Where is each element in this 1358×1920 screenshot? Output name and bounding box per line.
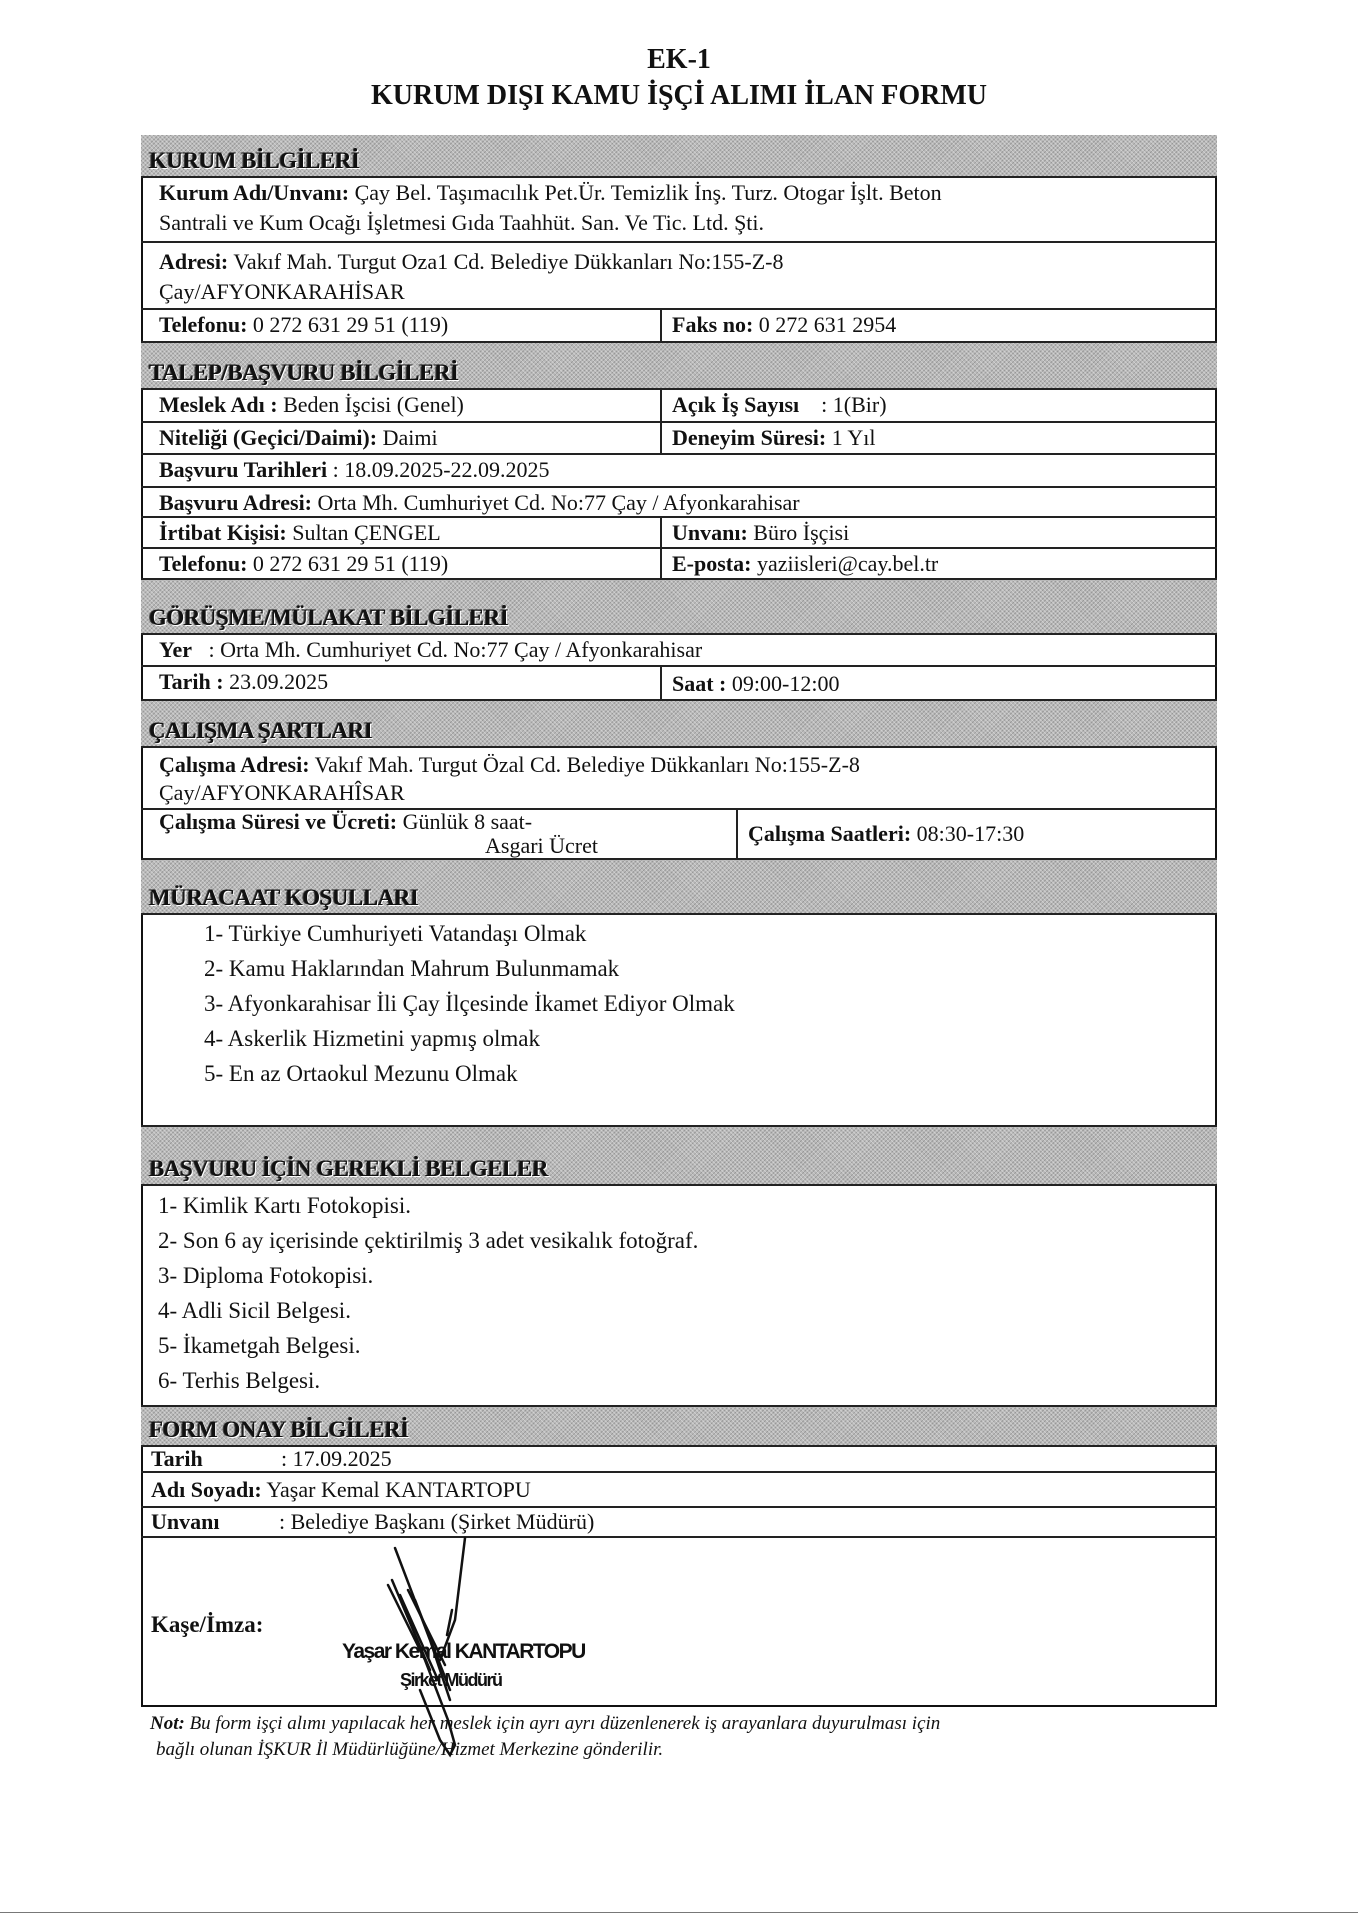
label: Telefonu: (159, 312, 248, 337)
label: Açık İş Sayısı (672, 392, 800, 417)
section-gorusme: GÖRÜŞME/MÜLAKAT BİLGİLERİ (141, 580, 1217, 635)
label: İrtibat Kişisi: (159, 520, 287, 545)
label: Faks no: (672, 312, 754, 337)
value: Beden İşcisi (Genel) (283, 392, 464, 417)
value: 0 272 631 29 51 (119) (252, 551, 449, 576)
label: Adresi: (159, 249, 229, 274)
section-belgeler: BAŞVURU İÇİN GEREKLİ BELGELER (141, 1127, 1217, 1186)
value: : 17.09.2025 (281, 1446, 392, 1471)
value: : Belediye Başkanı (Şirket Müdürü) (279, 1509, 595, 1534)
value: Yaşar Kemal KANTARTOPU (266, 1477, 531, 1502)
note-label: Not: (150, 1713, 185, 1734)
annex-label: EK-1 (647, 44, 711, 75)
label: Saat : (672, 671, 727, 696)
label: Çalışma Saatleri: (748, 821, 912, 846)
list-item: 5- İkametgah Belgesi. (158, 1333, 361, 1358)
value: 09:00-12:00 (731, 671, 840, 696)
value: 0 272 631 2954 (758, 312, 897, 337)
list-item: 4- Adli Sicil Belgesi. (158, 1298, 351, 1323)
note-line-2: bağlı olunan İŞKUR İl Müdürlüğüne/Hizmet Merkezine gönderilir. (156, 1739, 664, 1760)
page-title: KURUM DIŞI KAMU İŞÇİ ALIMI İLAN FORMU (370, 80, 988, 111)
value: Vakıf Mah. Turgut Özal Cd. Belediye Dükkanları No:155-Z-8 (314, 752, 860, 777)
label: E-posta: (672, 551, 752, 576)
value: Sultan ÇENGEL (292, 520, 441, 545)
value: Günlük 8 saat- (402, 809, 533, 834)
stamp-title: Şirket Müdürü (400, 1670, 502, 1690)
section-kurum: KURUM BİLGİLERİ (141, 135, 1217, 178)
label: Kaşe/İmza: (151, 1612, 264, 1637)
label: Çalışma Adresi: (159, 752, 310, 777)
value: Daimi (382, 425, 438, 450)
label: Unvanı: (672, 520, 748, 545)
list-item: 3- Diploma Fotokopisi. (158, 1263, 374, 1288)
section-muracaat: MÜRACAAT KOŞULLARI (141, 860, 1217, 915)
label: Yer (159, 637, 192, 662)
value: 23.09.2025 (229, 669, 329, 694)
label: Çalışma Süresi ve Ücreti: (159, 809, 398, 834)
value: Orta Mh. Cumhuriyet Cd. No:77 Çay / Afyonkarahisar (317, 490, 800, 515)
label: Başvuru Adresi: (159, 490, 313, 515)
section-talep: TALEP/BAŞVURU BİLGİLERİ (141, 343, 1217, 390)
list-item: 1- Türkiye Cumhuriyeti Vatandaşı Olmak (204, 921, 587, 946)
note-line-1 (150, 1713, 940, 1735)
value: 1 Yıl (831, 425, 876, 450)
label: Niteliği (Geçici/Daimi): (159, 425, 378, 450)
stamp-name: Yaşar Kemal KANTARTOPU (342, 1640, 585, 1663)
list-item: 5- En az Ortaokul Mezunu Olmak (204, 1061, 518, 1086)
value: Vakıf Mah. Turgut Oza1 Cd. Belediye Dükkanları No:155-Z-8 (233, 249, 784, 274)
label: Unvanı (151, 1509, 220, 1534)
value: Asgari Ücret (485, 833, 599, 858)
list-item: 2- Kamu Haklarından Mahrum Bulunmamak (204, 956, 620, 981)
list-item: 1- Kimlik Kartı Fotokopisi. (158, 1193, 411, 1218)
label: Tarih (151, 1446, 203, 1471)
value: Çay/AFYONKARAHİSAR (159, 279, 405, 304)
value: 08:30-17:30 (916, 821, 1025, 846)
value: Büro İşçisi (753, 520, 850, 545)
label: Deneyim Süresi: (672, 425, 827, 450)
value: : Orta Mh. Cumhuriyet Cd. No:77 Çay / Afyonkarahisar (208, 637, 703, 662)
email-link[interactable]: yaziisleri@cay.bel.tr (756, 551, 939, 576)
value: : 18.09.2025-22.09.2025 (332, 457, 550, 482)
note-text: Bu form işçi alımı yapılacak her meslek için ayrı ayrı düzenlenerek iş arayanlara duyurulması için (189, 1713, 941, 1734)
label: Kurum Adı/Unvanı: (159, 180, 350, 205)
list-item: 3- Afyonkarahisar İli Çay İlçesinde İkamet Ediyor Olmak (204, 991, 735, 1016)
list-item: 2- Son 6 ay içerisinde çektirilmiş 3 adet vesikalık fotoğraf. (158, 1228, 699, 1253)
value: Santrali ve Kum Ocağı İşletmesi Gıda Taahhüt. San. Ve Tic. Ltd. Şti. (159, 210, 765, 235)
value: : 1(Bir) (821, 392, 887, 417)
value: Çay/AFYONKARAHÎSAR (159, 780, 405, 805)
label: Telefonu: (159, 551, 248, 576)
list-item: 4- Askerlik Hizmetini yapmış olmak (204, 1026, 541, 1051)
label: Tarih : (159, 669, 224, 694)
list-item: 6- Terhis Belgesi. (158, 1368, 321, 1393)
value: 0 272 631 29 51 (119) (252, 312, 449, 337)
label: Adı Soyadı: (151, 1477, 262, 1502)
value: Çay Bel. Taşımacılık Pet.Ür. Temizlik İnş. Turz. Otogar İşlt. Beton (354, 180, 942, 205)
label: Meslek Adı : (159, 392, 278, 417)
label: Başvuru Tarihleri (159, 457, 328, 482)
section-calisma: ÇALIŞMA ŞARTLARI (141, 701, 1217, 748)
section-onay: FORM ONAY BİLGİLERİ (141, 1407, 1217, 1447)
page-edge-divider (0, 1912, 1358, 1913)
